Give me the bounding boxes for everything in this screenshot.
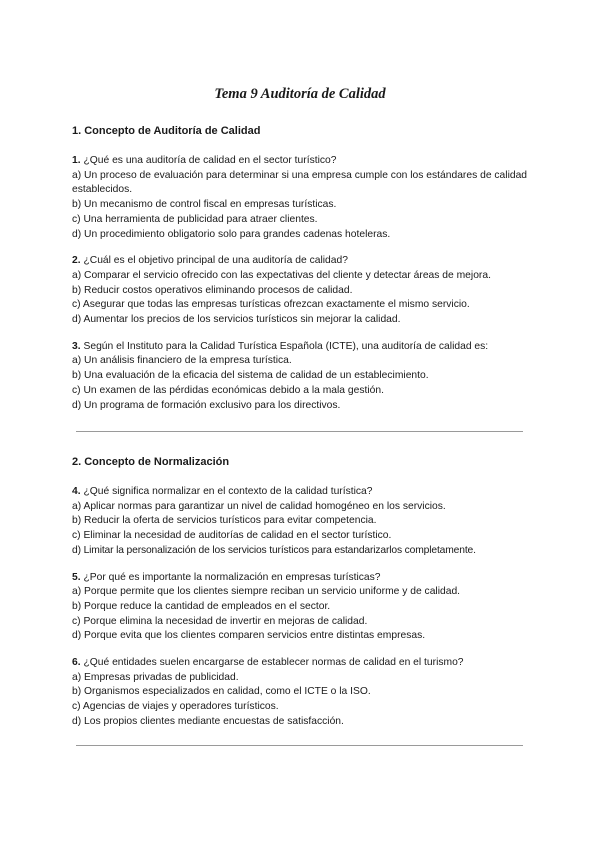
- answer-option-d: d) Los propios clientes mediante encuestas de satisfacción.: [72, 715, 344, 727]
- question-number: 2.: [72, 255, 81, 267]
- answer-option-d: d) Limitar la personalización de los servicios turísticos para estandarizarlos completamente.: [72, 544, 476, 556]
- question-text: [72, 485, 532, 500]
- question-text: [72, 656, 532, 671]
- question-6: [72, 656, 532, 730]
- question-number: 4.: [72, 486, 81, 497]
- answer-option-d: d) Aumentar los precios de los servicios turísticos sin mejorar la calidad.: [72, 314, 401, 326]
- section-divider: [76, 431, 523, 432]
- answer-option-d: d) Un procedimiento obligatorio solo para grandes cadenas hoteleras.: [72, 228, 391, 240]
- answer-option-c: c) Asegurar que todas las empresas turísticas ofrezcan exactamente el mismo servicio.: [72, 299, 470, 311]
- section-heading: 1. Concepto de Auditoría de Calidad: [72, 125, 261, 137]
- answer-option-a: a) Empresas privadas de publicidad.: [72, 671, 239, 683]
- answer-option-b: b) Porque reduce la cantidad de empleados en el sector.: [72, 600, 331, 612]
- question-text: [72, 571, 532, 586]
- question-2: [72, 254, 532, 328]
- section-heading: 2. Concepto de Normalización: [72, 456, 230, 468]
- answer-option-b: b) Una evaluación de la eficacia del sistema de calidad de un establecimiento.: [72, 370, 429, 382]
- answer-option-c: c) Una herramienta de publicidad para atraer clientes.: [72, 213, 318, 225]
- question-prompt: ¿Qué es una auditoría de calidad en el sector turístico?: [83, 155, 337, 166]
- document-title: Tema 9 Auditoría de Calidad: [214, 86, 386, 102]
- question-5: [72, 571, 532, 645]
- answer-option-a: a) Comparar el servicio ofrecido con las expectativas del cliente y detectar áreas de mejora.: [72, 269, 491, 281]
- question-prompt: ¿Cuál es el objetivo principal de una auditoría de calidad?: [83, 255, 348, 267]
- question-text: [72, 154, 532, 169]
- question-4: [72, 485, 532, 559]
- answer-option-c: c) Agencias de viajes y operadores turísticos.: [72, 701, 279, 713]
- answer-option-a: a) Aplicar normas para garantizar un nivel de calidad homogéneo en los servicios.: [72, 500, 446, 512]
- answer-option-a: a) Porque permite que los clientes siempre reciban un servicio uniforme y de calidad.: [72, 586, 461, 598]
- answer-option-b: b) Reducir la oferta de servicios turísticos para evitar competencia.: [72, 515, 377, 527]
- question-number: 3.: [72, 340, 81, 352]
- answer-option-d: d) Porque evita que los clientes comparen servicios entre distintas empresas.: [72, 630, 426, 642]
- question-number: 5.: [72, 571, 81, 583]
- question-3: [72, 340, 532, 414]
- question-text: [72, 340, 532, 355]
- question-number: 1.: [72, 155, 81, 166]
- answer-option-c: c) Un examen de las pérdidas económicas debido a la mala gestión.: [72, 384, 384, 396]
- answer-option-b: b) Reducir costos operativos eliminando procesos de calidad.: [72, 284, 353, 296]
- answer-option-c: c) Eliminar la necesidad de auditorías de calidad en el sector turístico.: [72, 530, 392, 542]
- answer-option-b: b) Organismos especializados en calidad, como el ICTE o la ISO.: [72, 686, 371, 698]
- question-prompt: Según el Instituto para la Calidad Turística Española (ICTE), una auditoría de calidad es:: [83, 340, 489, 352]
- section-divider: [76, 745, 523, 746]
- answer-option-c: c) Porque elimina la necesidad de invertir en mejoras de calidad.: [72, 615, 368, 627]
- question-prompt: ¿Qué significa normalizar en el contexto de la calidad turística?: [83, 486, 373, 497]
- question-1: [72, 154, 532, 242]
- question-number: 6.: [72, 657, 81, 669]
- question-prompt: ¿Qué entidades suelen encargarse de establecer normas de calidad en el turismo?: [83, 657, 464, 669]
- question-prompt: ¿Por qué es importante la normalización en empresas turísticas?: [83, 571, 381, 583]
- section-concepto-auditoria: [72, 124, 532, 425]
- section-concepto-normalizacion: [72, 455, 532, 742]
- answer-option-a: a) Un proceso de evaluación para determinar si una empresa cumple con los estándares de calidad establecidos.: [72, 169, 528, 196]
- answer-option-b: b) Un mecanismo de control fiscal en empresas turísticas.: [72, 199, 337, 211]
- answer-option-d: d) Un programa de formación exclusivo para los directivos.: [72, 399, 341, 411]
- answer-option-a: a) Un análisis financiero de la empresa turística.: [72, 355, 292, 367]
- question-text: [72, 254, 532, 269]
